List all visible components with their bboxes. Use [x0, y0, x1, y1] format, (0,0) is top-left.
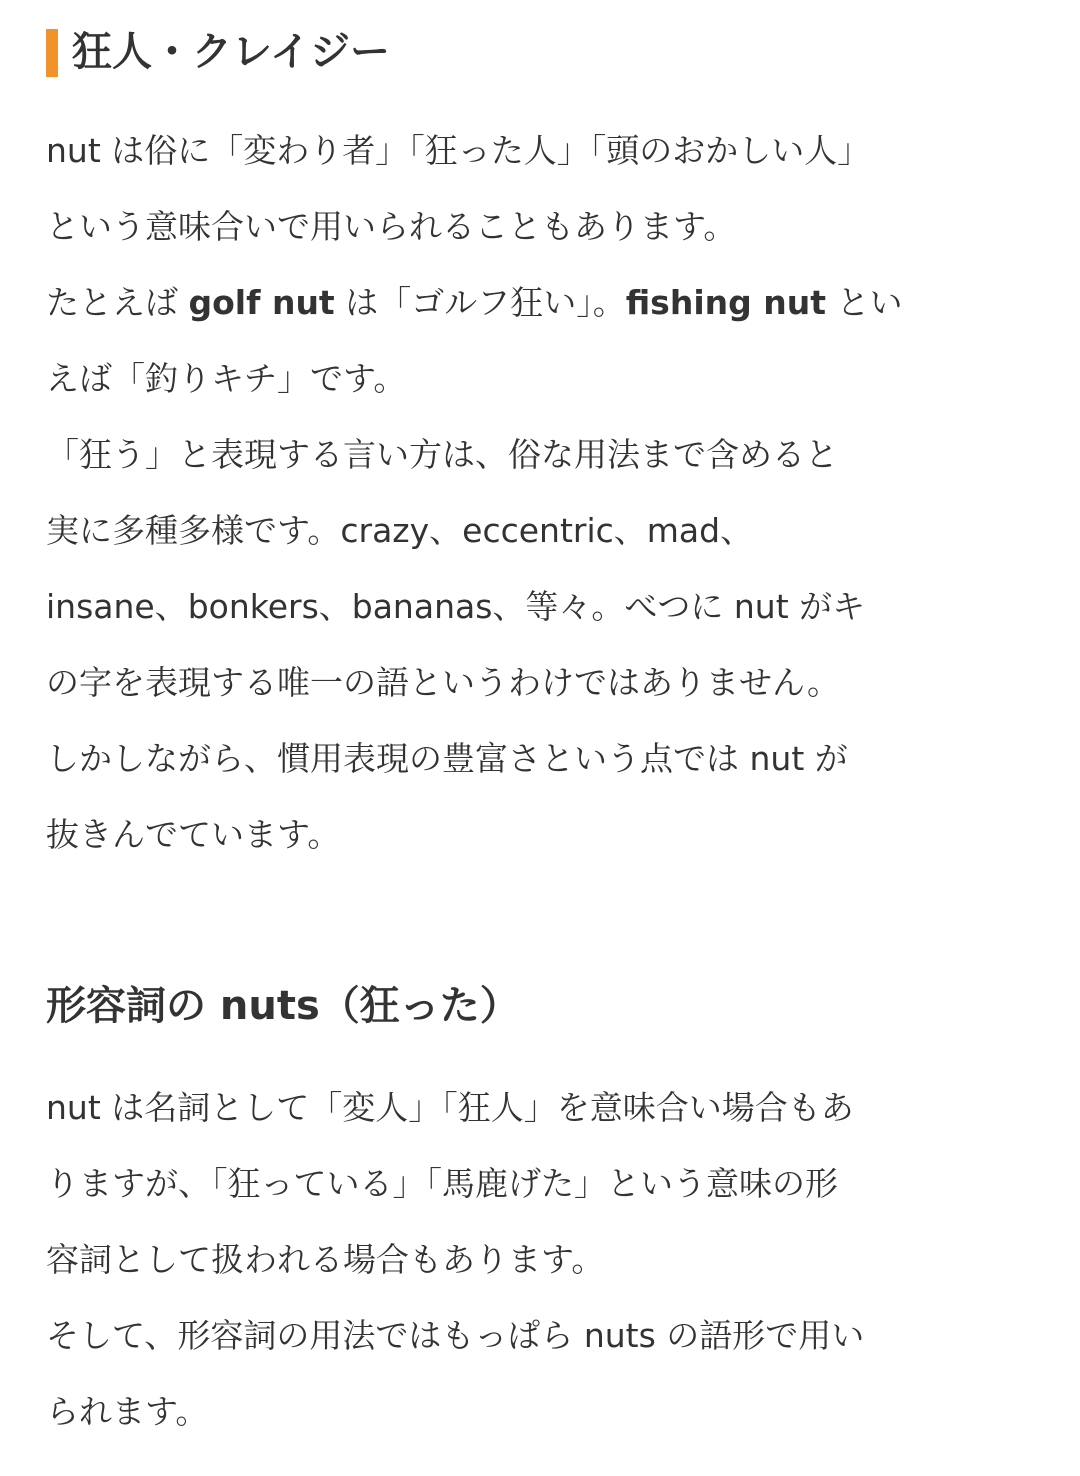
text-line: 容詞として扱われる場合もあります。	[46, 1240, 605, 1279]
text-line: の字を表現する唯一の語というわけではありません。	[46, 663, 840, 702]
text-fragment: とい	[826, 283, 903, 322]
bold-term-golf-nut: golf nut	[188, 283, 335, 322]
text-line: 「狂う」と表現する言い方は、俗な用法まで含めると	[46, 435, 838, 474]
text-line: nut は俗に「変わり者」「狂った人」「頭のおかしい人」	[46, 131, 871, 170]
text-line: という意味合いで用いられることもあります。	[46, 207, 737, 246]
section-heading-crazy: 狂人・クレイジー	[72, 29, 390, 75]
text-line: 抜きんでています。	[46, 815, 341, 854]
paragraph-nut-meaning	[46, 113, 903, 873]
text-line: nut は名詞として「変人」「狂人」を意味合い場合もあ	[46, 1088, 854, 1127]
text-line: えば「釣りキチ」です。	[46, 359, 407, 398]
bold-term-fishing-nut: fishing nut	[625, 283, 826, 322]
paragraph-adjective-nuts	[46, 1070, 864, 1450]
text-fragment: たとえば	[46, 283, 189, 322]
text-line: 実に多種多様です。crazy、eccentric、mad、	[46, 511, 754, 550]
text-line	[46, 265, 903, 341]
text-line: りますが、「狂っている」「馬鹿げた」という意味の形	[46, 1164, 838, 1203]
text-line: られます。	[46, 1392, 209, 1431]
text-line: そして、形容詞の用法ではもっぱら nuts の語形で用い	[46, 1316, 865, 1355]
text-line: insane、bonkers、bananas、等々。べつに nut がキ	[46, 587, 866, 626]
text-fragment: は「ゴルフ狂い」。	[334, 283, 626, 322]
section-heading-adjective-nuts: 形容詞の nuts（狂った）	[46, 983, 520, 1029]
heading-accent-bar	[46, 29, 58, 77]
text-line: しかしながら、慣用表現の豊富さという点では nut が	[46, 739, 848, 778]
